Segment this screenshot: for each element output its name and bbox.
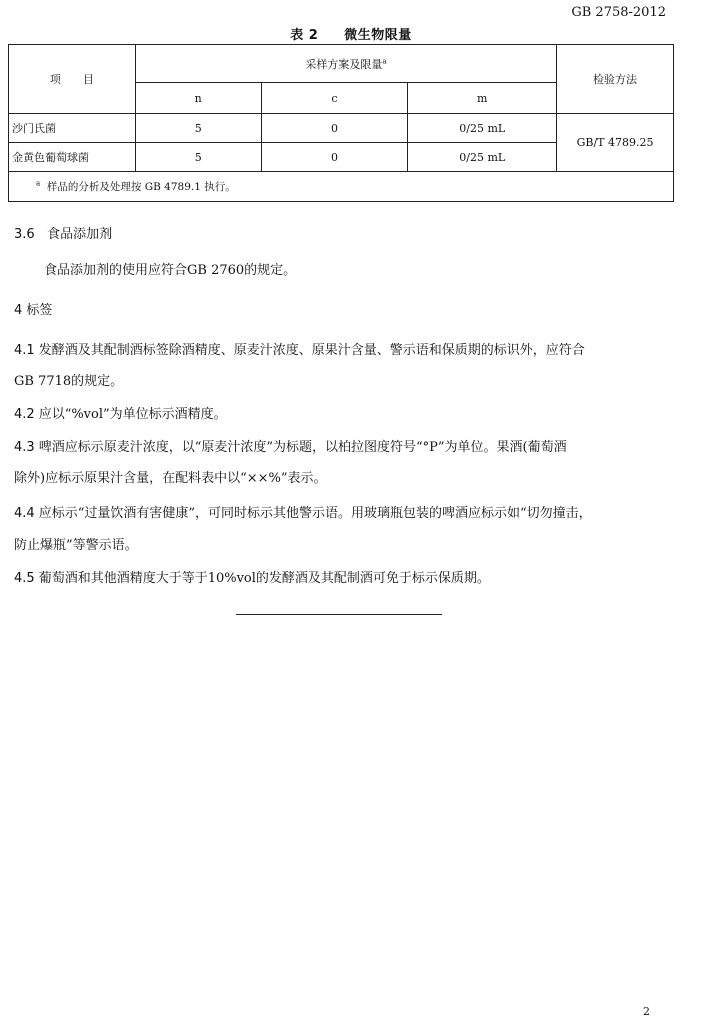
clause-text: 啤酒应标示原麦汁浓度，以“原麦汁浓度”为标题，以柏拉图度符号“°P”为单位。果酒(葡萄酒 [38,440,567,455]
clause-4-1 [14,342,674,360]
clause-number: 4.4 [14,506,35,521]
standard-number: GB 2758-2012 [571,5,666,20]
section-title: 标签 [26,303,53,318]
section-heading-3-6 [14,223,112,242]
paragraph: 食品添加剂的使用应符合GB 2760的规定。 [44,263,297,278]
header-c: c [261,83,408,114]
clause-text: 葡萄酒和其他酒精度大于等于10%vol的发酵酒及其配制酒可免于标示保质期。 [38,571,490,586]
page-number: 2 [643,1005,650,1018]
sampling-footnote-mark: a [382,56,387,65]
row-item: 沙门氏菌 [9,114,136,143]
row-item: 金黄色葡萄球菌 [9,143,136,172]
header-sampling-text: 采样方案及限量 [305,57,383,71]
row-method: GB/T 4789.25 [557,114,674,172]
clause-text: 应标示“过量饮酒有害健康”，可同时标示其他警示语。用玻璃瓶包装的啤酒应标示如“切勿撞击， [38,506,592,521]
end-of-document-rule [236,614,442,615]
header-method: 检验方法 [557,45,674,114]
header-n: n [135,83,261,114]
clause-number: 4.5 [14,571,35,586]
footnote-mark: a [36,179,41,188]
section-title: 食品添加剂 [47,227,113,242]
clause-4-3-cont: 除外)应标示原果汁含量，在配料表中以“××%”表示。 [14,471,327,486]
row-c: 0 [261,114,408,143]
row-n: 5 [135,143,261,172]
footnote-text: 样品的分析及处理按 GB 4789.1 执行。 [46,181,236,193]
clause-4-1-cont: GB 7718的规定。 [14,374,124,389]
header-sampling-plan [135,45,556,83]
microbial-limits-table [8,44,674,202]
section-number: 3.6 [14,227,35,242]
table-row [9,114,674,143]
clause-4-3 [14,439,674,457]
clause-4-4-cont: 防止爆瓶”等警示语。 [14,538,138,553]
clause-number: 4.2 [14,407,35,422]
header-m: m [408,83,557,114]
clause-4-5 [14,570,674,588]
row-c: 0 [261,143,408,172]
clause-number: 4.1 [14,343,35,358]
table-title [0,24,702,43]
section-number: 4 [14,303,23,318]
table-label: 表 2 [290,28,319,43]
clause-text: 发酵酒及其配制酒标签除酒精度、原麦汁浓度、原果汁含量、警示语和保质期的标识外，应符合 [38,343,585,358]
row-m: 0/25 mL [408,143,557,172]
clause-4-4 [14,505,674,523]
row-m: 0/25 mL [408,114,557,143]
section-heading-4 [14,299,52,318]
clause-number: 4.3 [14,440,35,455]
clause-text: 应以“%vol”为单位标示酒精度。 [38,407,227,422]
table-footnote [9,172,674,202]
table-title-text: 微生物限量 [344,28,412,43]
header-item: 项 目 [9,45,136,114]
clause-4-2 [14,406,674,424]
row-n: 5 [135,114,261,143]
